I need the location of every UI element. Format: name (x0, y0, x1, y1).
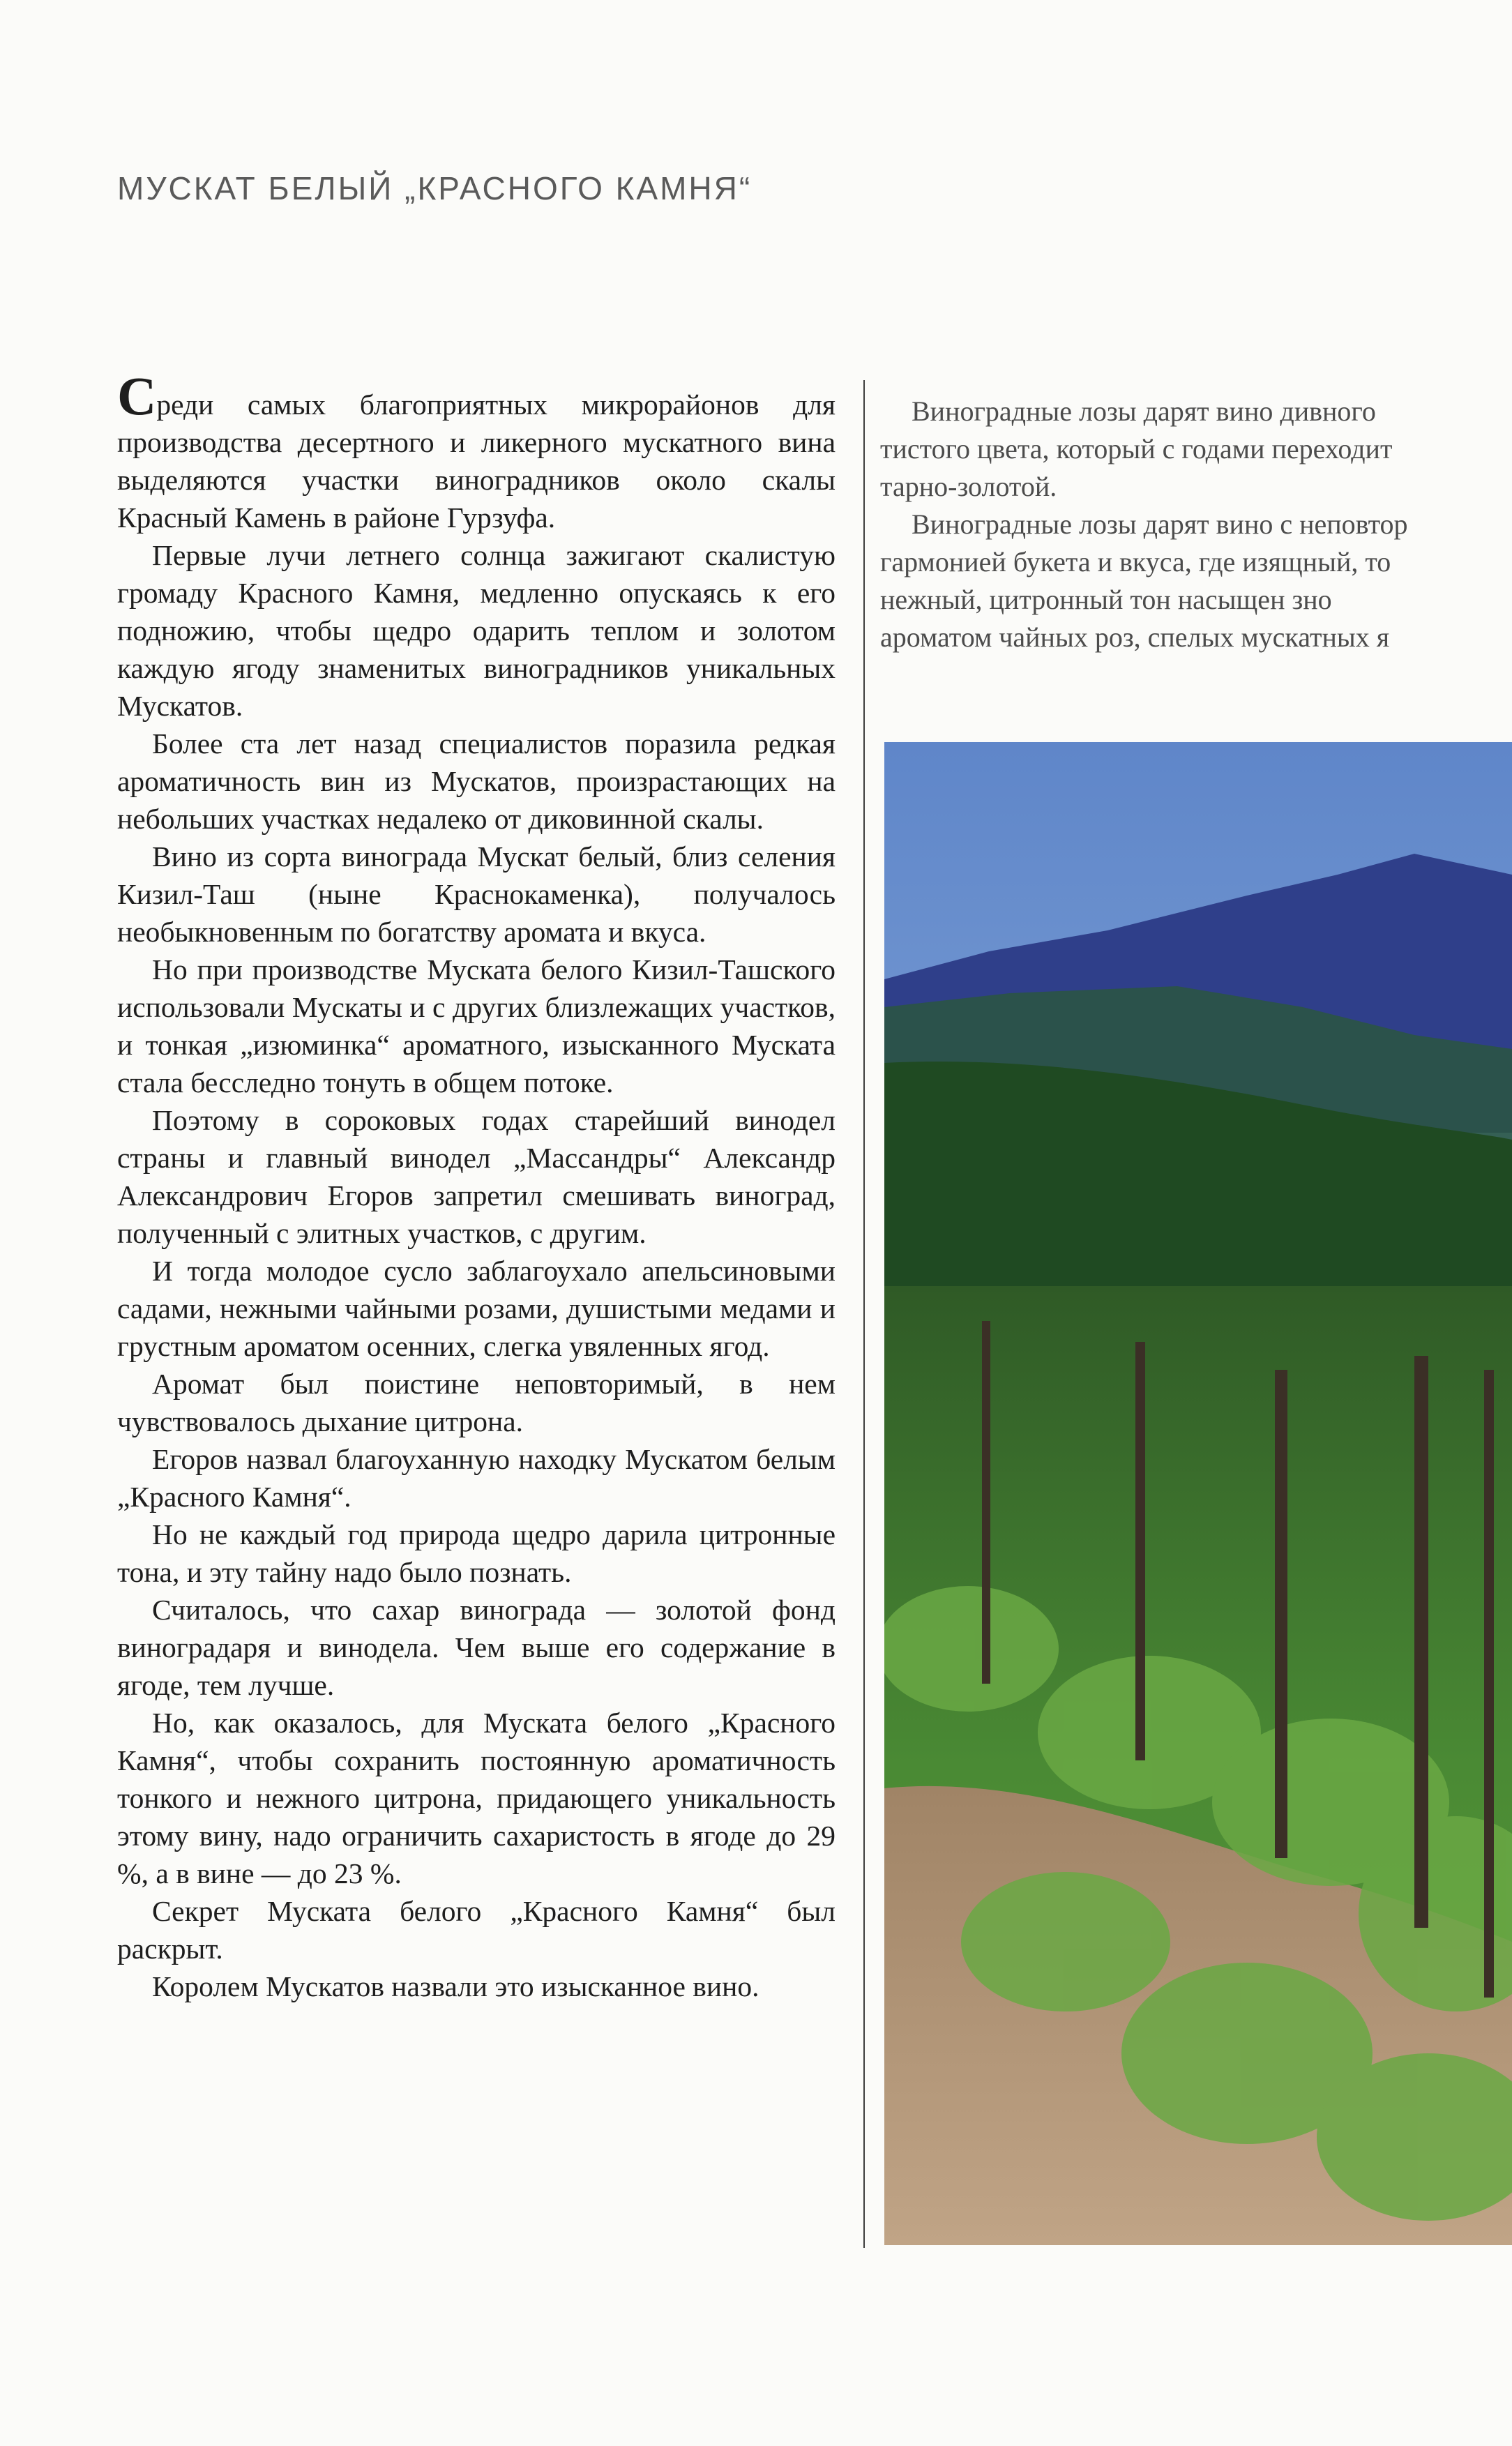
article-paragraph: Королем Мускатов назвали это изысканное вино. (152, 1970, 759, 2002)
article-paragraph: Но, как оказалось, для Муската белого „Красного Камня“, чтобы сохранить постоянную ароматичность тонкого и нежного цитрона, придающего уникальность этому вину, надо ограничить сахаристость в ягоде до 29 %, а в вине — до 23 %. (117, 1707, 836, 1889)
right-column-line: гармонией букета и вкуса, где изящный, то (880, 546, 1391, 577)
article-paragraph: Вино из сорта винограда Мускат белый, близ селения Кизил-Таш (ныне Краснокаменка), получалось необыкновенным по богатству аромата и вкуса. (117, 840, 836, 948)
vineyard-photo (884, 742, 1512, 2245)
drop-cap: С (117, 365, 157, 426)
article-paragraph: Егоров назвал благоуханную находку Мускатом белым „Красного Камня“. (117, 1443, 836, 1513)
article-left-column (117, 365, 836, 2005)
right-column-line: Виноградные лозы дарят вино с неповтор (912, 508, 1408, 540)
right-column-line: нежный, цитронный тон насыщен зно (880, 584, 1332, 615)
page-heading: МУСКАТ БЕЛЫЙ „КРАСНОГО КАМНЯ“ (117, 170, 753, 206)
column-divider (863, 380, 865, 2248)
article-paragraph: И тогда молодое сусло заблагоухало апельсиновыми садами, нежными чайными розами, душистыми медами и грустным ароматом осенних, слегка увяленных ягод. (117, 1255, 836, 1362)
vineyard-photo-illustration (884, 742, 1512, 2245)
article-paragraph: Но не каждый год природа щедро дарила цитронные тона, и эту тайну надо было познать. (117, 1518, 836, 1588)
article-paragraph: Считалось, что сахар винограда — золотой фонд виноградаря и винодела. Чем выше его содержание в ягоде, тем лучше. (117, 1594, 836, 1701)
right-column-line: ароматом чайных роз, спелых мускатных я (880, 621, 1390, 653)
article-paragraph: Но при производстве Муската белого Кизил-Ташского использовали Мускаты и с других близлежащих участков, и тонкая „изюминка“ ароматного, изысканного Муската стала бесследно тонуть в общем потоке. (117, 953, 836, 1099)
article-paragraph (117, 365, 836, 536)
article-right-column (880, 393, 1512, 658)
article-paragraph: Поэтому в сороковых годах старейший винодел страны и главный винодел „Массандры“ Александр Александрович Егоров запретил смешивать виноград, полученный с элитных участков, с другим. (117, 1104, 836, 1249)
right-column-line: тистого цвета, который с годами переходит (880, 433, 1393, 465)
article-paragraph: Первые лучи летнего солнца зажигают скалистую громаду Красного Камня, медленно опускаясь к его подножию, чтобы щедро одарить теплом и золотом каждую ягоду знаменитых виноградников уникальных Мускатов. (117, 539, 836, 722)
right-column-line: Виноградные лозы дарят вино дивного (912, 395, 1376, 427)
article-paragraph: Секрет Муската белого „Красного Камня“ был раскрыт. (117, 1895, 836, 1965)
article-paragraph: Аромат был поистине неповторимый, в нем чувствовалось дыхание цитрона. (117, 1368, 836, 1437)
first-paragraph-text: реди самых благоприятных микрорайонов для производства десертного и ликерного мускатного вина выделяются участки виноградников около скалы Красный Камень в районе Гурзуфа. (117, 388, 836, 534)
article-paragraph: Более ста лет назад специалистов поразила редкая ароматичность вин из Мускатов, произрастающих на небольших участках недалеко от диковинной скалы. (117, 727, 836, 835)
right-column-line: тарно-золотой. (880, 471, 1057, 502)
